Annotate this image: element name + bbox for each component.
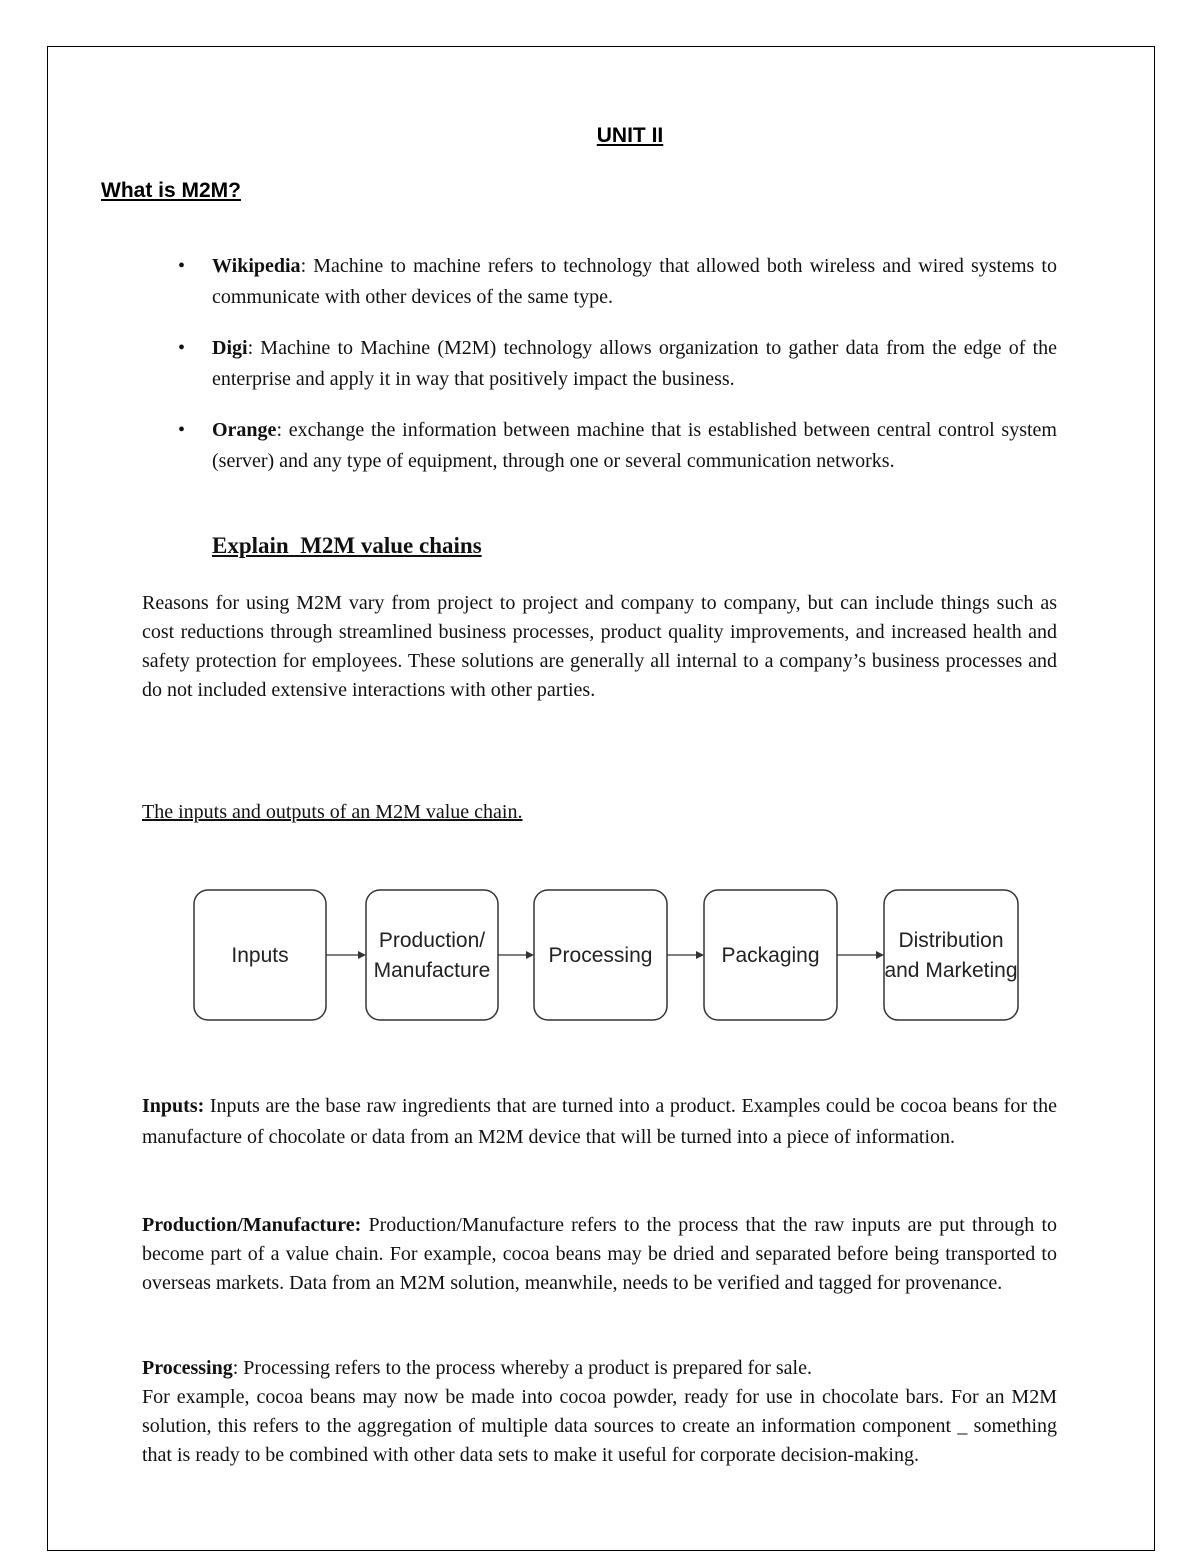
stage-inputs xyxy=(142,1091,1057,1153)
definition-wikipedia xyxy=(212,251,1057,313)
diagram-node-label: Processing xyxy=(548,944,653,967)
value-chain-diagram xyxy=(184,880,1024,1030)
unit-title: UNIT II xyxy=(596,124,664,147)
definition-text: : Machine to Machine (M2M) technology allows organization to gather data from the edge of the enterprise and apply it in way that positively impact the business. xyxy=(212,337,1057,390)
diagram-node-box xyxy=(884,890,1018,1020)
stage-text: : Processing refers to the process whereby a product is prepared for sale. xyxy=(232,1357,812,1379)
diagram-node-label: Inputs xyxy=(231,944,289,967)
diagram-node-label: and Marketing xyxy=(884,959,1018,982)
definition-source: Wikipedia xyxy=(212,255,301,277)
stage-processing xyxy=(142,1354,1057,1470)
diagram-node-box xyxy=(366,890,498,1020)
diagram-node xyxy=(704,890,837,1020)
diagram-node-label: Production/ xyxy=(378,929,486,952)
diagram-arrow xyxy=(667,951,704,959)
diagram-node-label: Manufacture xyxy=(373,959,491,982)
definition-digi xyxy=(212,333,1057,395)
diagram-arrow xyxy=(326,951,366,959)
stage-production xyxy=(142,1211,1057,1298)
stage-term: Processing xyxy=(142,1357,233,1379)
definition-source: Digi xyxy=(212,337,248,359)
stage-term: Production/Manufacture: xyxy=(142,1214,362,1236)
definition-source: Orange xyxy=(212,419,277,441)
diagram-node xyxy=(534,890,667,1020)
bullet-dot: • xyxy=(178,255,186,277)
diagram-node-label: Packaging xyxy=(721,944,820,967)
stage-text: Production/Manufacture refers to the process that the raw inputs are put through to become part of a value chain. For example, cocoa beans may be dried and separated before being transported to overseas markets. Data from an M2M solution, meanwhile, needs to be verified and tagged for provenance. xyxy=(142,1214,1057,1294)
definition-text: : exchange the information between machine that is established between central control system (server) and any type of equipment, through one or several communication networks. xyxy=(212,419,1057,472)
diagram-node xyxy=(884,890,1018,1020)
diagram-node xyxy=(366,890,498,1020)
definition-orange xyxy=(212,415,1057,477)
diagram-arrow xyxy=(498,951,534,959)
bullet-dot: • xyxy=(178,337,186,359)
stage-text: Inputs are the base raw ingredients that are turned into a product. Examples could be cocoa beans for the manufacture of chocolate or data from an M2M device that will be turned into a piece of information. xyxy=(142,1095,1057,1148)
diagram-node xyxy=(194,890,326,1020)
diagram-caption: The inputs and outputs of an M2M value chain. xyxy=(142,801,523,823)
definition-text: : Machine to machine refers to technology that allowed both wireless and wired systems to communicate with other devices of the same type. xyxy=(212,255,1057,308)
bullet-dot: • xyxy=(178,419,186,441)
value-chain-intro: Reasons for using M2M vary from project to project and company to company, but can include things such as cost reductions through streamlined business processes, product quality improvements, and increased health and safety protection for employees. These solutions are generally all internal to a company’s business processes and do not included extensive interactions with other parties. xyxy=(142,592,1057,701)
value-chain-heading: Explain M2M value chains xyxy=(212,533,482,558)
section-question: What is M2M? xyxy=(101,179,241,202)
diagram-node-label: Distribution xyxy=(898,929,1004,952)
stage-term: Inputs: xyxy=(142,1095,205,1117)
diagram-arrow xyxy=(837,951,884,959)
stage-text-continued: For example, cocoa beans may now be made into cocoa powder, ready for use in chocolate bars. For an M2M solution, this refers to the aggregation of multiple data sources to create an information component _ something that is ready to be combined with other data sets to make it useful for corporate decision-making. xyxy=(142,1386,1057,1466)
